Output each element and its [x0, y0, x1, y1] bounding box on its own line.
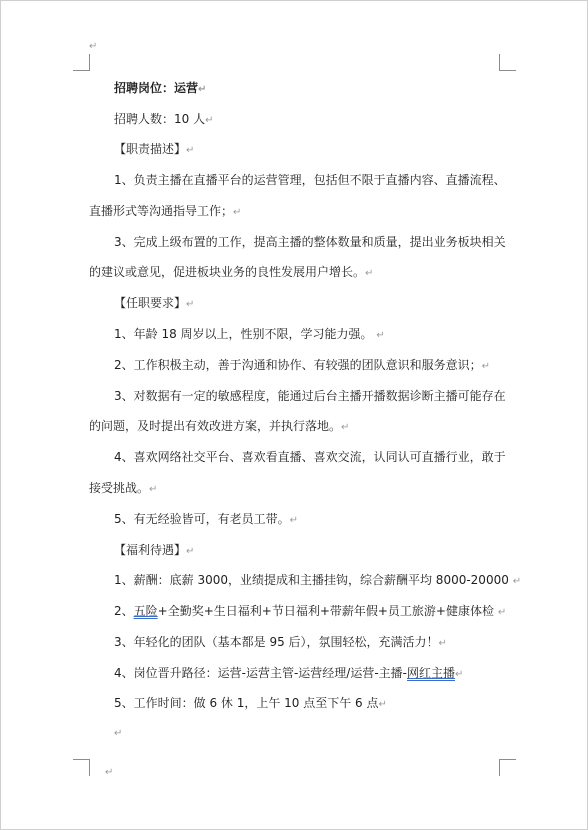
duty-1-line-2: 直播形式等沟通指导工作；↵ [89, 204, 242, 218]
margin-corner-top-left [73, 54, 90, 71]
benefit-3: 3、年轻化的团队（基本都是 95 后），氛围轻松，充满活力！↵ [114, 635, 447, 649]
requirement-5: 5、有无经验皆可，有老员工带。↵ [114, 512, 299, 526]
requirement-3-line-1: 3、对数据有一定的敏感程度，能通过后台主播开播数据诊断主播可能存在 [114, 389, 506, 403]
benefits-heading: 【福利待遇】↵ [114, 543, 195, 557]
spellcheck-underline: 网红主播 [407, 666, 456, 680]
empty-paragraph-mark: ↵ [114, 728, 123, 739]
headcount: 招聘人数：10 人↵ [114, 112, 214, 126]
requirement-1: 1、年龄 18 周岁以上，性别不限，学习能力强。 ↵ [114, 327, 385, 341]
duties-heading: 【职责描述】↵ [114, 142, 195, 156]
benefit-4: 4、岗位晋升路径：运营-运营主管-运营经理/运营-主播-网红主播↵ [114, 666, 464, 680]
margin-corner-bottom-left [73, 759, 90, 776]
benefit-1: 1、薪酬：底薪 3000，业绩提成和主播挂钩，综合薪酬平均 8000-20000 ↵ [114, 573, 522, 587]
spellcheck-underline: 五险 [133, 604, 158, 618]
requirements-heading: 【任职要求】↵ [114, 296, 195, 310]
benefit-2: 2、五险+全勤奖+生日福利+节日福利+带薪年假+员工旅游+健康体检 ↵ [114, 604, 507, 618]
margin-corner-bottom-right [499, 759, 516, 776]
job-title: 招聘岗位：运营↵ [114, 81, 207, 95]
duty-3-line-2: 的建议或意见，促进板块业务的良性发展用户增长。↵ [89, 265, 374, 279]
requirement-3-line-2: 的问题，及时提出有效改进方案，并执行落地。↵ [89, 419, 350, 433]
margin-corner-top-right [499, 54, 516, 71]
requirement-4-line-2: 接受挑战。↵ [89, 481, 158, 495]
benefit-5: 5、工作时间：做 6 休 1，上午 10 点至下午 6 点↵ [114, 696, 387, 710]
requirement-2: 2、工作积极主动，善于沟通和协作、有较强的团队意识和服务意识；↵ [114, 358, 491, 372]
footer-paragraph-mark: ↵ [105, 767, 114, 778]
header-paragraph-mark: ↵ [89, 41, 98, 52]
duty-1-line-1: 1、负责主播在直播平台的运营管理，包括但不限于直播内容、直播流程、 [114, 173, 506, 187]
duty-3-line-1: 3、完成上级布置的工作，提高主播的整体数量和质量，提出业务板块相关 [114, 235, 506, 249]
requirement-4-line-1: 4、喜欢网络社交平台、喜欢看直播、喜欢交流，认同认可直播行业，敢于 [114, 450, 506, 464]
